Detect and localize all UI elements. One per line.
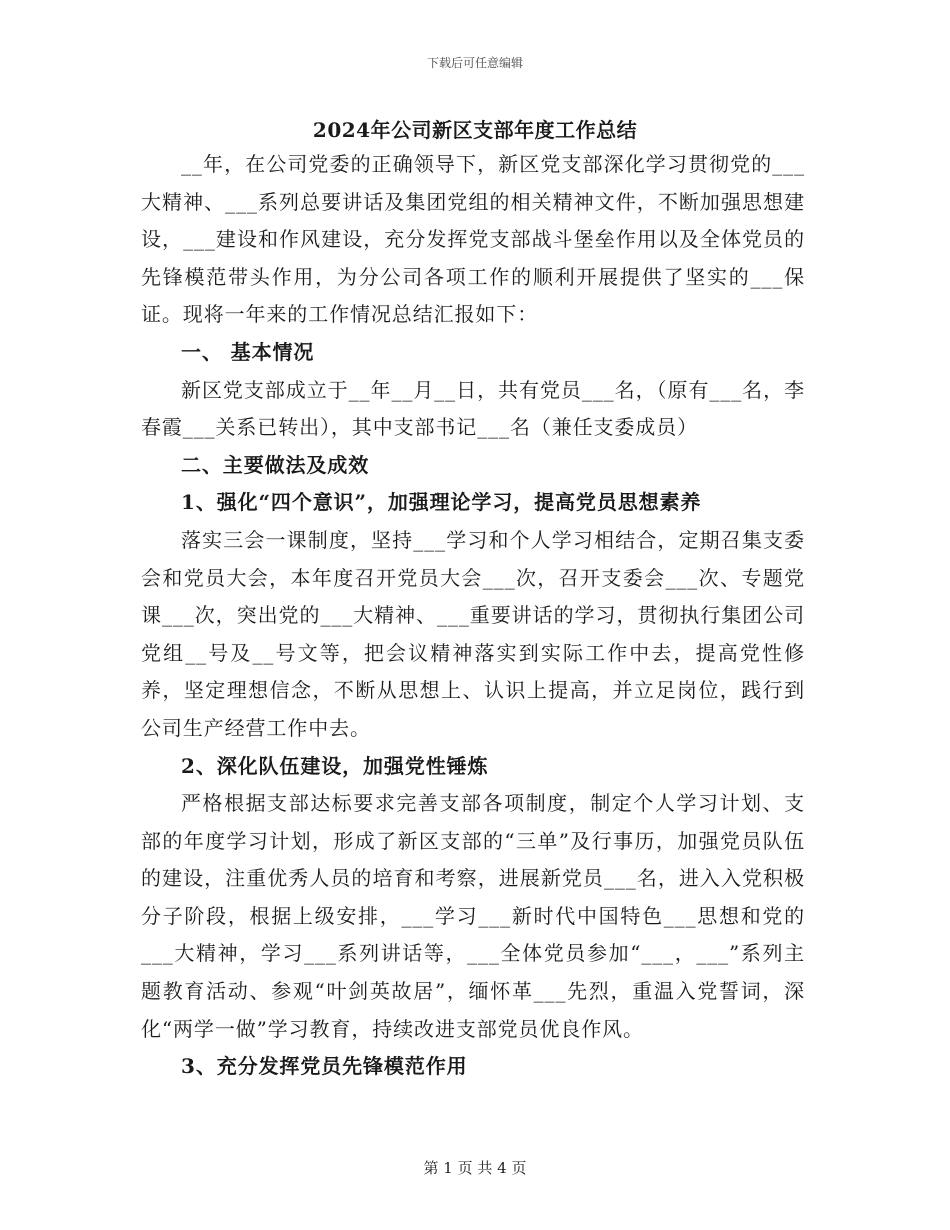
document-body: [141, 146, 805, 1086]
intro-paragraph: __年，在公司党委的正确领导下，新区党支部深化学习贯彻党的___大精神、___系列总要讲话及集团党组的相关精神文件，不断加强思想建设，___建设和作风建设，充分发挥党支部战斗堡垒作用以及全体党员的先锋模范带头作用，为分公司各项工作的顺利开展提供了坚实的___保证。现将一年来的工作情况总结汇报如下：: [141, 152, 805, 327]
subsection-3-heading: 3、充分发挥党员先锋模范作用: [181, 1054, 468, 1079]
subsection-1-paragraph: 落实三会一课制度，坚持___学习和个人学习相结合，定期召集支委会和党员大会，本年度召开党员大会___次，召开支委会___次、专题党课___次，突出党的___大精神、___重要讲话的学习，贯彻执行集团公司党组__号及__号文等，把会议精神落实到实际工作中去，提高党性修养，坚定理想信念，不断从思想上、认识上提高，并立足岗位，践行到公司生产经营工作中去。: [141, 527, 805, 740]
subsection-1-heading: 1、强化“四个意识”，加强理论学习，提高党员思想素养: [181, 490, 702, 515]
section-2-heading: 二、主要做法及成效: [181, 452, 370, 477]
header-note: 下载后可任意编辑: [426, 56, 523, 70]
section-1-heading: 一、 基本情况: [181, 339, 315, 364]
document-title: 2024年公司新区支部年度工作总结: [312, 118, 638, 142]
subsection-2-paragraph: 严格根据支部达标要求完善支部各项制度，制定个人学习计划、支部的年度学习计划，形成了新区支部的“三单”及行事历，加强党员队伍的建设，注重优秀人员的培育和考察，进展新党员___名，进入入党积极分子阶段，根据上级安排，___学习___新时代中国特色___思想和党的___大精神，学习___系列讲话等，___全体党员参加“___，___”系列主题教育活动、参观“叶剑英故居”，缅怀革___先烈，重温入党誓词，深化“两学一做”学习教育，持续改进支部党员优良作风。: [141, 791, 805, 1041]
section-1-paragraph: 新区党支部成立于__年__月__日，共有党员___名，（原有___名，李春霞___关系已转出），其中支部书记___名（兼任支委成员）: [141, 377, 805, 440]
subsection-2-heading: 2、深化队伍建设，加强党性锤炼: [181, 753, 489, 778]
page-footer: 第 1 页 共 4 页: [423, 1159, 527, 1177]
